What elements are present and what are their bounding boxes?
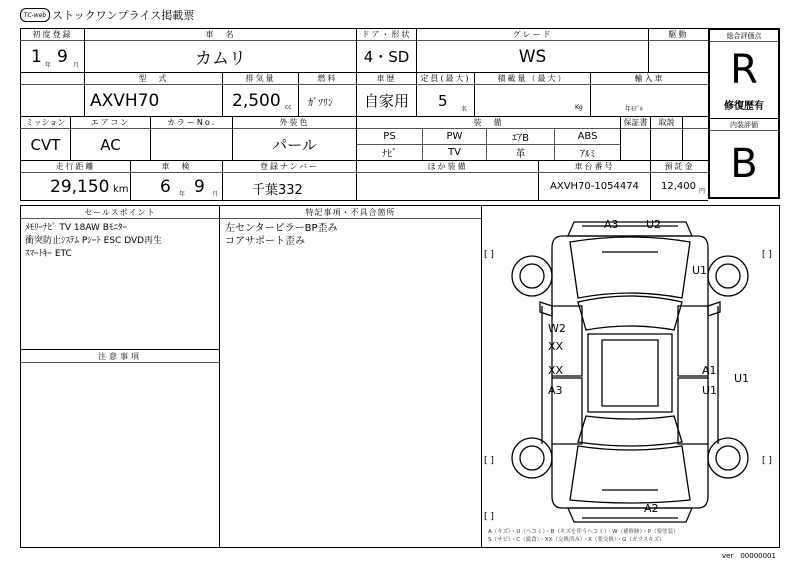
equip-navi: ﾅﾋﾞ [382, 149, 397, 160]
sales-line: ｽﾏｰﾄｷｰ ETC [25, 249, 72, 259]
damage-u1-right: U1 [702, 384, 718, 397]
equip-airbag: ｴｱB [512, 133, 529, 144]
displacement-unit: cc [285, 104, 292, 111]
damage-u1-front-right: U1 [692, 264, 708, 277]
drive-label: 駆動 [649, 29, 708, 40]
sales-points-list [25, 222, 162, 261]
damage-legend [488, 528, 679, 544]
repair-history-note: 修復歴有 [724, 100, 764, 112]
page-title: ストックワンプライス掲載票 [52, 9, 195, 22]
sales-line: 衝突防止ｼｽﾃﾑ Pｼｰﾄ ESC DVD再生 [25, 236, 163, 246]
bracket-left-top: [ ] [484, 250, 494, 260]
chassis-label: 車台番号 [539, 161, 650, 172]
inspection-month-unit: 月 [212, 191, 219, 198]
mileage-unit: km [113, 184, 129, 195]
grade-panel [708, 28, 780, 199]
damage-a2-rear: A2 [644, 502, 659, 515]
legend-line: A（キズ）・U（ヘコミ）・B（キズを伴うヘコミ）・W（補修跡）・P（要塗装） [488, 529, 679, 535]
equip-pw: PW [446, 131, 463, 142]
import-model-year: 年ﾓﾃﾞﾙ [625, 106, 644, 113]
history-label: 車歴 [357, 73, 416, 84]
sales-points-header: セールスポイント [21, 206, 219, 218]
mission-value: CVT [30, 135, 61, 154]
displacement-value: 2,500 [232, 91, 281, 111]
first-reg-value: 1 年 9 月 [31, 47, 80, 69]
interior-grade: B [730, 141, 758, 187]
mission-label: ミッション [21, 117, 70, 128]
interior-grade-label: 内装評価 [710, 119, 778, 130]
overall-grade: R [730, 47, 758, 93]
notes-list [225, 222, 338, 248]
damage-u1-side: U1 [734, 372, 750, 385]
plate-value: 千葉332 [252, 183, 303, 198]
load-label: 積載量（最大） [475, 73, 590, 84]
mileage-value: 29,150 [50, 177, 110, 197]
chassis-value: AXVH70-1054474 [550, 181, 639, 192]
door-shape-label: ドア・形状 [357, 29, 416, 40]
note-line: コアサポート歪み [225, 236, 305, 247]
caution-header: 注意事項 [21, 350, 219, 362]
inspection-label: 車 検 [131, 161, 222, 172]
fuel-value: ｶﾞｿﾘﾝ [308, 98, 333, 109]
car-name-value: カムリ [195, 49, 246, 69]
damage-xx-2: XX [548, 364, 564, 377]
mileage-label: 走行距離 [21, 161, 130, 172]
legend-line: S（サビ）・C（腐食）・XX（交換済み）・X（要交換）・G（ガラスキズ） [488, 537, 665, 543]
capacity-label: 定員(最大) [417, 73, 474, 84]
bracket-left-bottom: [ ] [484, 456, 494, 466]
grade-value: WS [518, 46, 547, 67]
damage-a1: A1 [702, 364, 717, 377]
damage-u2-front: U2 [646, 218, 662, 231]
inspection-year-unit: 年 [179, 191, 186, 198]
sales-line: ﾒﾓﾘｰﾅﾋﾞ TV 18AW Bﾓﾆﾀｰ [25, 223, 127, 233]
model-label: 型 式 [85, 73, 222, 84]
car-name-label: 車 名 [85, 29, 356, 40]
deposit-value: 12,400 [661, 181, 696, 192]
aircon-value: AC [100, 135, 121, 154]
equip-ps: PS [383, 131, 396, 142]
capacity-unit: 名 [461, 106, 468, 113]
inspection-month: 9 [194, 177, 205, 197]
equip-abs: ABS [577, 131, 598, 142]
equip-alloy: ｱﾙﾐ [580, 149, 595, 160]
manual-label: 取説 [651, 117, 682, 128]
exterior-label: 外装色 [233, 117, 356, 128]
capacity-value: 5 [438, 92, 448, 110]
equip-tv: TV [448, 147, 461, 158]
other-equip-label: ほか装備 [357, 161, 538, 172]
exterior-value: パール [272, 136, 317, 154]
displacement-label: 排気量 [223, 73, 298, 84]
equipment-label: 装 備 [357, 117, 620, 128]
notes-header: 特記事項・不具合箇所 [220, 206, 481, 218]
deposit-unit: 円 [699, 188, 706, 195]
color-no-value [151, 129, 232, 160]
bracket-left-rear: [ ] [484, 512, 494, 522]
damage-a3-mid: A3 [548, 384, 563, 397]
plate-label: 登録ナンバー [223, 161, 356, 172]
warranty-label: 保証書 [621, 117, 650, 128]
door-shape-value: 4・SD [363, 48, 410, 66]
inspection-year: 6 [160, 177, 171, 197]
note-line: 左センターピラーBP歪み [225, 223, 338, 234]
damage-a3-front: A3 [604, 218, 619, 231]
lower-section [20, 205, 780, 548]
aircon-label: エアコン [71, 117, 150, 128]
bracket-right-top: [ ] [762, 250, 772, 260]
version-label: ver 00000001 [722, 552, 776, 560]
first-reg-label: 初度登録 [21, 29, 84, 40]
fuel-label: 燃料 [299, 73, 356, 84]
load-unit: Kg [575, 104, 583, 111]
damage-diagram [482, 206, 779, 547]
model-value: AXVH70 [90, 91, 160, 111]
color-no-label: カラーNo. [151, 117, 232, 128]
damage-xx-1: XX [548, 340, 564, 353]
deposit-label: 預託金 [651, 161, 708, 172]
history-value: 自家用 [363, 92, 409, 110]
bracket-right-bottom: [ ] [762, 456, 772, 466]
import-label: 輸入車 [591, 73, 708, 84]
overall-grade-label: 総合評価点 [710, 30, 778, 41]
damage-w2: W2 [548, 322, 566, 335]
logo: TC-web [20, 8, 50, 22]
drive-value [649, 41, 708, 72]
grade-label: グレード [417, 29, 648, 40]
equip-leather: 革 [515, 149, 526, 160]
vehicle-info-sheet [20, 28, 776, 201]
